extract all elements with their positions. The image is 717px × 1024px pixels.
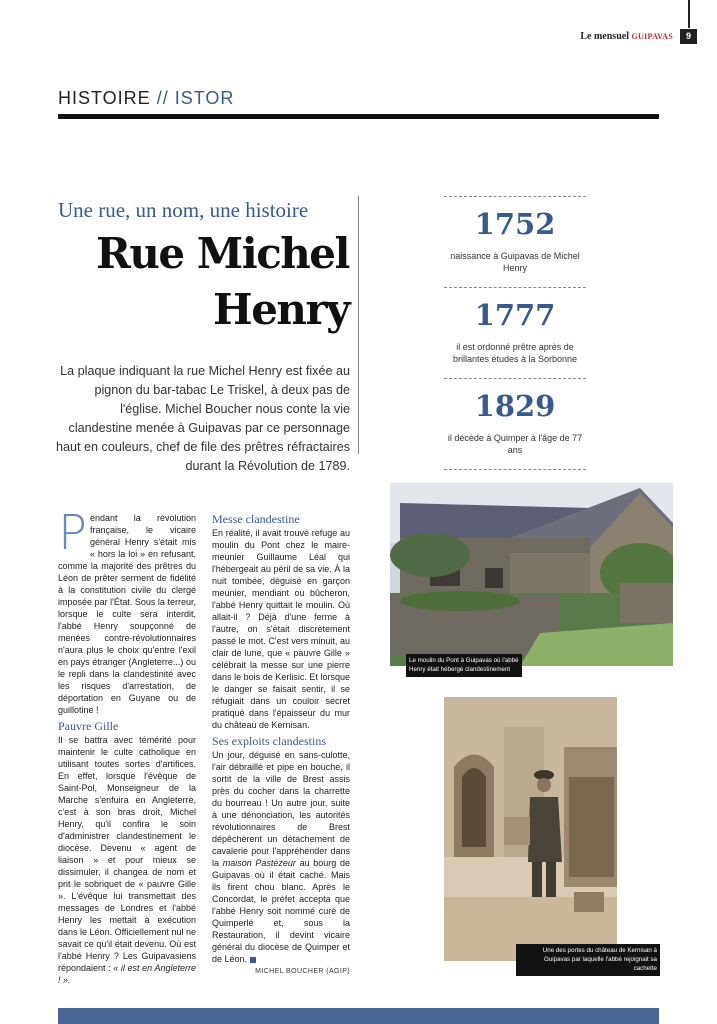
article-title [96, 226, 349, 338]
section-main: HISTOIRE [58, 88, 151, 108]
subheading: Pauvre Gille [58, 719, 119, 733]
timeline-year: 1752 [474, 207, 556, 241]
publication-prefix: Le mensuel [580, 31, 629, 42]
castle-door-photo [444, 697, 617, 961]
header-rule [688, 0, 690, 28]
photo-caption: Le moulin du Pont à Guipavas où l'abbé Henry était hébergé clandestinement [406, 654, 522, 677]
timeline-desc: il est ordonné prêtre après de brillantes études à la Sorbonne [452, 342, 578, 364]
section-label [58, 88, 234, 109]
publication-name [580, 31, 673, 42]
publication-brand: GUIPAVAS [631, 32, 673, 41]
timeline-desc: naissance à Guipavas de Michel Henry [450, 251, 580, 273]
timeline-item [444, 197, 586, 287]
timeline-desc: il décède à Quimper à l'âge de 77 ans [447, 433, 583, 455]
timeline-year: 1829 [474, 389, 556, 423]
mill-photo [390, 483, 673, 666]
timeline-year: 1777 [474, 298, 556, 332]
body-paragraph [212, 749, 350, 965]
section-rule [58, 114, 659, 119]
photo-caption: Une des portes du château de Kernisan à Guipavas par laquelle l'abbé rejoignait sa cachette [516, 944, 660, 976]
timeline-divider [444, 469, 586, 470]
paragraph-text: endant la révolution française, le vicaire général Henry s'était mis « hors la loi » en refusant, comme la majorité des prêtres du Léon de prêter serment de fidélité à la constitution civile du clergé imposée par l'État. Sous la terreur, lorsque le culte sera interdit, l'abbé Henry soupçonné de menées contre-révolutionnaires n'aura plus le choix qu'entre l'exil en pays étranger (Angleterre...) ou le repli dans la clandestinité avec les risques d'arrestation, de déportation en Guyane ou de guillotine ! [58, 513, 196, 715]
quote-text: « il est en Angleterre ! ». [58, 963, 196, 985]
timeline-item [444, 288, 586, 378]
page-number: 9 [680, 29, 697, 44]
end-mark-icon [250, 957, 256, 963]
paragraph-text: Il se battra avec témérité pour maintenir le culte catholique en utilisant toutes sortes d'artifices. En effet, lorsque l'évêque de Saint-Pol, Monseigneur de la Marche s'enfuira en Angleterre, c'est à son bras droit, Michel Henry, qu'il confira le soin d'administrer clandestinement le diocèse. Devenu « agent de liaison » et pour mieux se dissimuler, il changea de nom et prit le sobriquet de « pauvre Gille ». L'évêque lui transmettait des messages de Londres et l'abbé Henry les mettait à exécution dans le Léon. Officiellement nul ne savait ce qu'il était devenu. Où est l'abbé Henry ? Les Guipavasiens répondaient : [58, 735, 196, 973]
body-paragraph [58, 505, 196, 716]
vertical-divider [358, 196, 359, 454]
footer-bar [58, 1008, 659, 1024]
subheading: Ses exploits clandestins [212, 734, 326, 748]
body-column-1 [58, 505, 196, 986]
subheading: Messe clandestine [212, 512, 300, 526]
italic-text: maison Pastézeur [222, 858, 296, 868]
article-intro: La plaque indiquant la rue Michel Henry est fixée au pignon du bar-tabac Le Triskel, à deux pas de l'église. Michel Boucher nous conte la vie clandestine menée à Guipavas par ce personnage haut en couleurs, chef de file des prêtres réfractaires durant la Révolution de 1789. [56, 364, 351, 473]
paragraph-text: au bourg de Guipavas où il était caché. Mais ils firent chou blanc. Après le Concordat, le préfet accepta que l'abbé Henry soit nommé curé de Quimperlé et, sous la Restauration, il devint vicaire général du diocèse de Quimper et de Léon. [212, 858, 350, 964]
title-line-1: Rue Michel [95, 229, 349, 278]
body-paragraph [58, 734, 196, 986]
section-separator: // [156, 88, 169, 108]
drop-cap: P [58, 505, 87, 561]
body-column-2 [212, 512, 350, 978]
timeline-item [444, 379, 586, 469]
section-breton: ISTOR [174, 88, 235, 108]
timeline [444, 196, 586, 470]
body-paragraph: En réalité, il avait trouvé refuge au moulin du Pont chez le maire-meunier Guillaume Léal qui l'hébergeait au péril de sa vie. À la nuit tombée, déguisé en garçon meunier, mendiant ou bûcheron, l'abbé Henry quittait le moulin. Où allait-il ? Déjà d'une ferme à l'autre, on s'était discrètement passé le mot. C'est vers minuit, au clair de lune, que « pauvre Gille » célébrait la messe sur une pierre dans le bois de Kerlisic. Et lorsque le danger se faisait sentir, il se réfugiait dans un couloir secret pratiqué dans l'épaisseur du mur du château de Kernisan. [212, 528, 350, 730]
article-kicker: Une rue, un nom, une histoire [58, 198, 309, 222]
author-signature: MICHEL BOUCHER (AGIP) [255, 968, 350, 975]
paragraph-text: Un jour, déguisé en sans-culotte, l'air débraillé et pipe en bouche, il sortit de la ville de Brest assis près du cocher dans la charrette du bourreau ! Un autre jour, suite à une dénonciation, les autorités révolutionnaires de Brest dépêchèrent un détachement de cavalerie pour l'appréhender dans la [212, 750, 350, 868]
title-line-2: Henry [213, 285, 349, 334]
